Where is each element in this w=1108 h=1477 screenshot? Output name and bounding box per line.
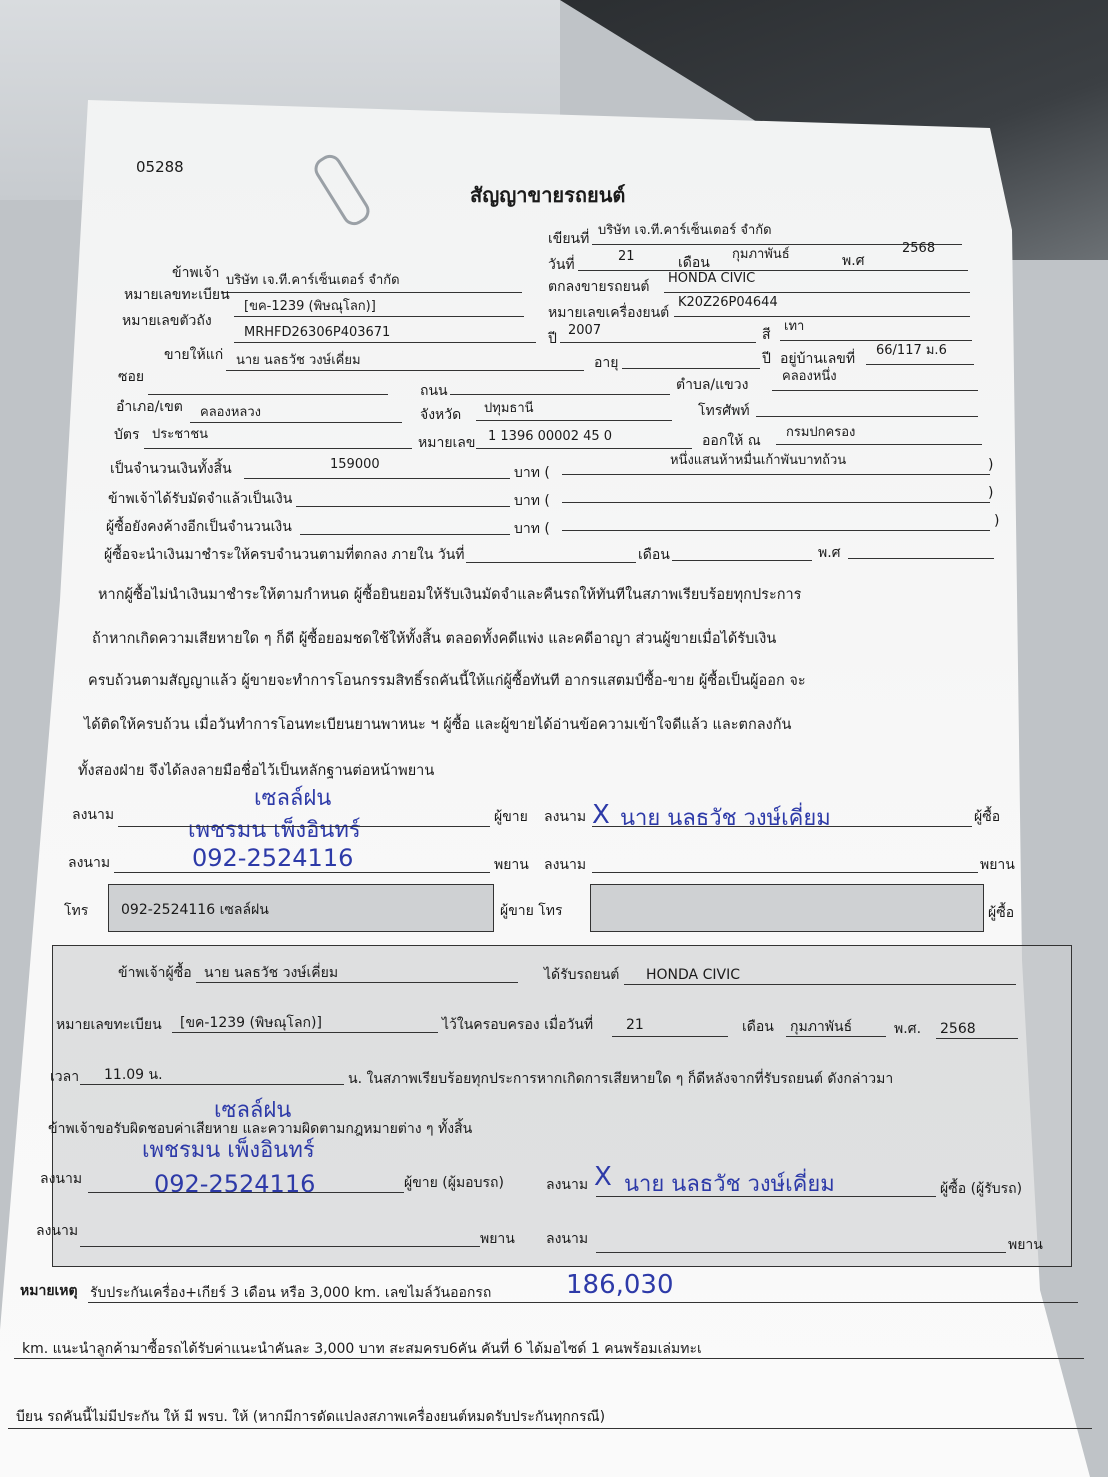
receipt-seller-role: ผู้ขาย (ผู้มอบรถ) [404,1175,504,1191]
doc-number: 05288 [136,158,184,176]
handwritten-x-mark: X [594,1162,612,1192]
card-label: บัตร [114,427,140,443]
engine-label: หมายเลขเครื่องยนต์ [548,305,670,321]
seller-phone-box [108,884,494,932]
sign-label: ลงนาม [544,809,587,825]
seller-role: ผู้ขาย [494,809,528,825]
line [8,1428,1092,1429]
receipt-buyer-role: ผู้ซื้อ (ผู้รับรถ) [940,1181,1023,1197]
line [562,502,990,503]
handwritten-seller-name: เพชรมน เพ็งอินทร์ [188,818,361,843]
tambon-label: ตำบล/แขวง [676,377,749,393]
line [596,1252,1006,1253]
receipt-reg-label: หมายเลขทะเบียน [56,1017,162,1033]
sign-label: ลงนาม [40,1171,83,1187]
phone-short-label: โทร [64,903,89,919]
sign-label: ลงนาม [36,1223,79,1239]
card-no-label: หมายเลข [418,435,476,451]
handwritten-phone: 092-2524116 [154,1170,316,1198]
handwritten-nickname: เซลล์ฝน [214,1098,292,1123]
line [234,342,536,343]
line [80,1246,480,1247]
receipt-reg-value: [ขค-1239 (พิษณุโลก)] [180,1015,322,1031]
receipt-car-value: HONDA CIVIC [646,967,740,983]
paragraph-5: ทั้งสองฝ่าย จึงได้ลงลายมือชื่อไว้เป็นหลักฐานต่อหน้าพยาน [78,763,435,779]
line [172,1032,438,1033]
receipt-month-value: กุมภาพันธ์ [790,1019,853,1035]
line [450,394,670,395]
receipt-time-label: เวลา [50,1069,80,1085]
color-value: เทา [784,319,805,334]
sell-to-label: ขายให้แก่ [164,347,224,363]
total-label: เป็นจำนวนเงินทั้งสิ้น [110,461,232,477]
buyer-role: ผู้ซื้อ [974,809,1001,825]
handwritten-buyer-name: นาย นลธวัช วงษ์เคี่ยม [620,806,831,831]
handwritten-mileage: 186,030 [566,1270,674,1300]
line [772,390,978,391]
baht-label: บาท ( [514,493,550,509]
line [936,1038,1018,1039]
buyer-phone-box [590,884,984,932]
line [244,478,510,479]
province-value: ปทุมธานี [484,401,534,416]
house-value: 66/117 ม.6 [876,343,947,358]
buyer-role: ผู้ซื้อ [988,905,1015,921]
line [476,420,672,421]
line [866,364,974,365]
seller-phone-value: 092-2524116 เซลล์ฝน [121,902,269,918]
line [562,530,990,531]
line [114,872,490,873]
line [144,448,412,449]
baht-label: บาท ( [514,465,550,481]
line [118,826,490,827]
sign-label: ลงนาม [72,807,115,823]
line [674,316,970,317]
line [592,872,978,873]
total-value: 159000 [330,457,380,472]
paragraph-4: ได้ติดให้ครบถ้วน เมื่อวันทำการโอนทะเบียนยานพาหนะ ฯ ผู้ซื้อ และผู้ขายได้อ่านข้อความเข้าใจดีแล้ว และตกลงกัน [84,717,792,733]
close-paren: ) [988,457,994,473]
note-line-1: รับประกันเครื่อง+เกียร์ 3 เดือน หรือ 3,000 km. เลขไมล์วันออกรถ [90,1285,492,1301]
line [786,1036,886,1037]
chassis-value: MRHFD26306P403671 [244,325,391,340]
car-model: HONDA CIVIC [668,271,756,286]
baht-label: บาท ( [514,521,550,537]
line [476,448,692,449]
amphoe-value: คลองหลวง [200,405,262,420]
receipt-responsibility-text: ข้าพเจ้าขอรับผิดชอบค่าเสียหาย และความผิดตามกฎหมายต่าง ๆ ทั้งสิ้น [48,1121,473,1137]
witness-role: พยาน [980,857,1015,873]
tambon-value: คลองหนึ่ง [782,369,837,384]
page-title: สัญญาขายรถยนต์ [470,183,626,207]
witness-role: พยาน [1008,1237,1043,1253]
road-label: ถนน [420,383,448,399]
written-at-value: บริษัท เจ.ที.คาร์เซ็นเตอร์ จำกัด [598,223,772,238]
sign-label: ลงนาม [546,1177,589,1193]
receipt-time-value: 11.09 น. [104,1067,163,1083]
line [776,444,982,445]
note-line-2: km. แนะนำลูกค้ามาซื้อรถได้รับค่าแนะนำคันละ 3,000 บาท สะสมครบ6คัน คันที่ 6 ได้มอไซด์ 1 คนพร้อมเล่มทะเ [22,1341,702,1357]
receipt-month-label: เดือน [742,1019,774,1035]
line [222,292,522,293]
years-label: ปี [762,351,771,367]
day-value: 21 [618,249,635,264]
handwritten-phone: 092-2524116 [192,844,354,872]
buyer-value: นาย นลธวัช วงษ์เคี่ยม [236,353,361,368]
pay-label: ผู้ซื้อจะนำเงินมาชำระให้ครบจำนวนตามที่ตกลง ภายใน วันที่ [104,547,465,563]
sign-label: ลงนาม [546,1231,589,1247]
line [148,394,388,395]
handwritten-seller-name: เพชรมน เพ็งอินทร์ [142,1138,315,1163]
pay-year-label: พ.ศ [818,545,841,561]
seller-label: ข้าพเจ้า [172,265,220,281]
reg-label: หมายเลขทะเบียน [124,287,230,303]
seller-value: บริษัท เจ.ที.คาร์เซ็นเตอร์ จำกัด [226,273,400,288]
seller-phone-role: ผู้ขาย โทร [500,903,563,919]
line [80,1084,344,1085]
note-line-3: บียน รถคันนี้ไม่มีประกัน ให้ มี พรบ. ให้ (หากมีการดัดแปลงสภาพเครื่องยนต์หมดรับประกันทุกกรณี) [16,1409,606,1425]
line [296,506,510,507]
witness-role: พยาน [480,1231,515,1247]
remaining-label: ผู้ซื้อยังคงค้างอีกเป็นจำนวนเงิน [106,519,292,535]
line [622,368,760,369]
witness-role: พยาน [494,857,529,873]
issued-value: กรมปกครอง [786,425,856,440]
line [664,292,970,293]
line [780,340,972,341]
issued-label: ออกให้ ณ [702,433,761,449]
line [88,1192,404,1193]
handwritten-buyer-name: นาย นลธวัช วงษ์เคี่ยม [624,1172,835,1197]
pay-month-label: เดือน [638,547,670,563]
receipt-section [52,945,1072,1267]
sign-label: ลงนาม [544,857,587,873]
sign-label: ลงนาม [68,855,111,871]
age-label: อายุ [594,355,619,371]
close-paren: ) [994,513,1000,529]
total-words: หนึ่งแสนห้าหมื่นเก้าพันบาทถ้วน [670,453,847,468]
chassis-label: หมายเลขตัวถัง [122,313,212,329]
line [596,1196,936,1197]
receipt-year-label: พ.ศ. [894,1021,922,1037]
year-car-value: 2007 [568,323,602,338]
receipt-received-label: ได้รับรถยนต์ [544,967,620,983]
reg-value: [ขค-1239 (พิษณุโลก)] [244,299,376,314]
paragraph-2: ถ้าหากเกิดความเสียหายใด ๆ ก็ดี ผู้ซื้อยอมชดใช้ให้ทั้งสิ้น ตลอดทั้งคดีแพ่ง และคดีอาญา ส่วนผู้ขายเมื่อได้รับเงิน [92,631,777,647]
line [466,562,636,563]
line [196,982,518,983]
soi-label: ซอย [118,369,145,385]
amphoe-label: อำเภอ/เขต [116,399,183,415]
line [14,1358,1084,1359]
line [756,416,978,417]
receipt-buyer-value: นาย นลธวัช วงษ์เคี่ยม [204,965,339,981]
line [848,558,994,559]
province-label: จังหวัด [420,407,462,423]
line [234,316,524,317]
receipt-possession-label: ไว้ในครอบครอง เมื่อวันที่ [442,1017,594,1033]
house-label: อยู่บ้านเลขที่ [780,351,856,367]
phone-label: โทรศัพท์ [698,403,750,419]
line [578,270,968,271]
line [560,342,756,343]
card-no-value: 1 1396 00002 45 0 [488,429,613,444]
line [672,560,812,561]
month-label: เดือน [678,255,710,271]
paragraph-1: หากผู้ซื้อไม่นำเงินมาชำระให้ตามกำหนด ผู้ซื้อยินยอมให้รับเงินมัดจำและคืนรถให้ทันทีในสภาพเรียบร้อยทุกประการ [98,587,802,603]
receipt-condition-text: น. ในสภาพเรียบร้อยทุกประการหากเกิดการเสียหายใด ๆ ก็ดีหลังจากที่รับรถยนต์ ดังกล่าวมา [348,1071,894,1087]
written-at-label: เขียนที่ [548,231,590,247]
month-value: กุมภาพันธ์ [732,247,790,262]
close-paren: ) [988,485,994,501]
receipt-day-value: 21 [626,1017,644,1033]
receipt-year-value: 2568 [940,1021,976,1037]
year-label: พ.ศ [842,253,865,269]
color-label: สี [762,327,771,343]
line [624,984,1016,985]
line [592,826,972,827]
line [88,1302,1078,1303]
handwritten-x-mark: X [592,800,610,830]
line [300,534,510,535]
year-value: 2568 [902,241,936,256]
handwritten-nickname: เซลล์ฝน [254,786,332,811]
line [226,370,584,371]
line [612,1036,728,1037]
year-car-label: ปี [548,331,557,347]
day-label: วันที่ [548,257,575,273]
agree-sell-label: ตกลงขายรถยนต์ [548,279,650,295]
paragraph-3: ครบถ้วนตามสัญญาแล้ว ผู้ขายจะทำการโอนกรรมสิทธิ์รถคันนี้ให้แก่ผู้ซื้อทันที อากรแสตมป์ซื้อ-ขาย ผู้ซื้อเป็นผู้ออก จะ [88,673,806,689]
note-label: หมายเหตุ [20,1283,78,1299]
line [562,474,990,475]
deposit-label: ข้าพเจ้าได้รับมัดจำแล้วเป็นเงิน [108,491,293,507]
card-type: ประชาชน [152,427,209,442]
receipt-buyer-label: ข้าพเจ้าผู้ซื้อ [118,965,192,981]
engine-value: K20Z26P04644 [678,295,778,310]
line [190,422,402,423]
